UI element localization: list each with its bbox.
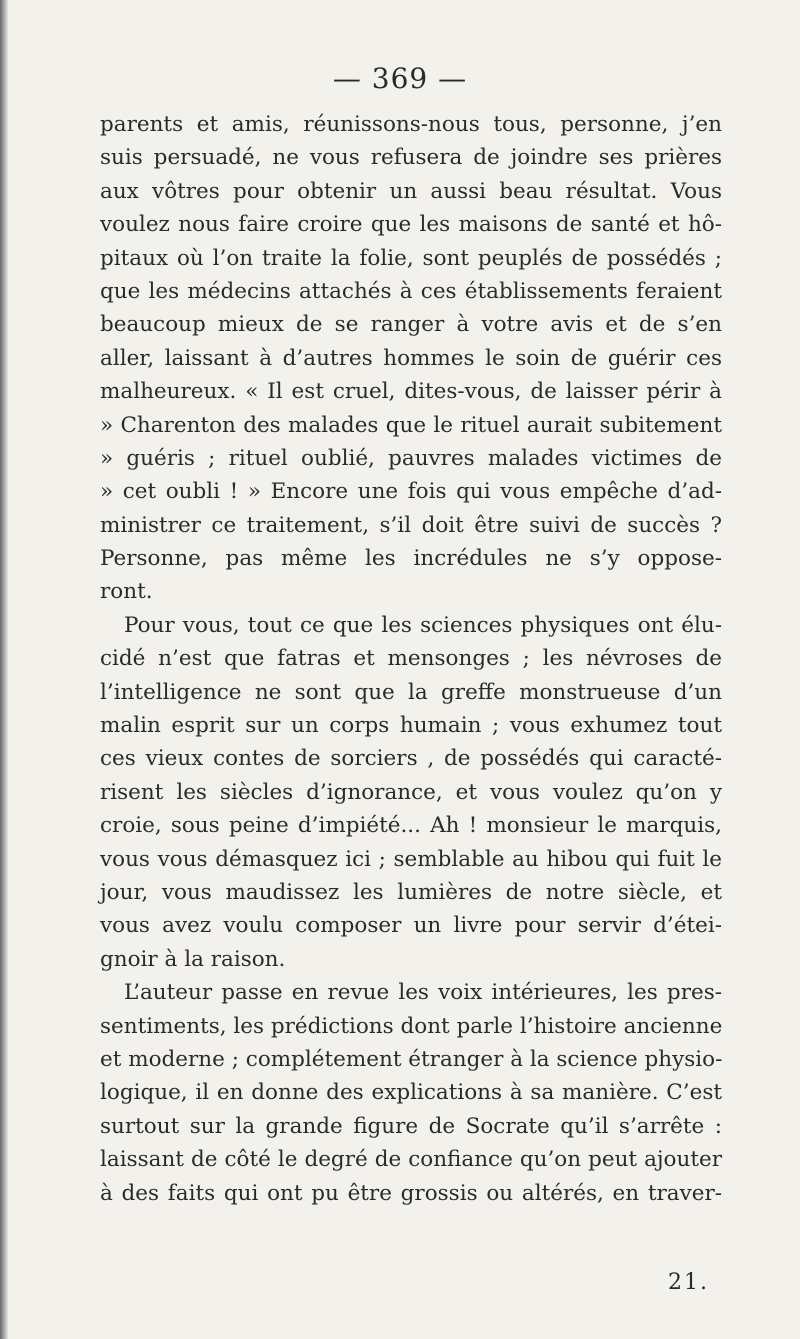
text-line: ront. bbox=[100, 579, 153, 605]
text-line: pitaux où l’on traite la folie, sont peuplés de possédés ; bbox=[100, 245, 722, 271]
text-line: Personne, pas même les incrédules ne s’y oppose- bbox=[100, 546, 722, 572]
text-line: ministrer ce traitement, s’il doit être suivi de succès ? bbox=[100, 512, 722, 538]
text-line: l’intelligence ne sont que la greffe monstrueuse d’un bbox=[100, 679, 722, 705]
text-line: parents et amis, réunissons-nous tous, personne, j’en bbox=[100, 112, 722, 137]
page-number: — 369 — bbox=[332, 62, 468, 95]
text-line: » Charenton des malades que le rituel aurait subitement bbox=[100, 412, 722, 438]
text-line: sentiments, les prédictions dont parle l’histoire ancienne bbox=[100, 1013, 723, 1039]
text-line: malin esprit sur un corps humain ; vous exhumez tout bbox=[100, 713, 722, 739]
text-line: vous vous démasquez ici ; semblable au hibou qui fuit le bbox=[100, 846, 722, 872]
text-line: gnoir à la raison. bbox=[100, 946, 286, 972]
text-line: risent les siècles d’ignorance, et vous voulez qu’on y bbox=[100, 779, 722, 805]
text-line: que les médecins attachés à ces établissements feraient bbox=[100, 278, 722, 304]
text-line: malheureux. « Il est cruel, dites-vous, de laisser périr à bbox=[100, 379, 722, 405]
text-line: vous avez voulu composer un livre pour servir d’étei- bbox=[100, 913, 722, 939]
text-line: L’auteur passe en revue les voix intérieures, les pres- bbox=[124, 980, 722, 1006]
text-line: ces vieux contes de sorciers , de possédés qui caracté- bbox=[100, 746, 722, 772]
text-line: cidé n’est que fatras et mensonges ; les névroses de bbox=[100, 646, 722, 672]
text-line: surtout sur la grande figure de Socrate qu’il s’arrête : bbox=[100, 1113, 722, 1139]
text-line: suis persuadé, ne vous refusera de joindre ses prières bbox=[100, 145, 722, 171]
text-line: » cet oubli ! » Encore une fois qui vous empêche d’ad- bbox=[100, 479, 722, 505]
text-line: voulez nous faire croire que les maisons de santé et hô- bbox=[100, 212, 722, 238]
text-line: beaucoup mieux de se ranger à votre avis et de s’en bbox=[100, 312, 722, 338]
page-gutter-shadow bbox=[0, 0, 8, 1339]
text-line: Pour vous, tout ce que les sciences physiques ont élu- bbox=[124, 612, 722, 638]
text-line: et moderne ; complétement étranger à la science physio- bbox=[100, 1046, 723, 1072]
text-line: laissant de côté le degré de confiance qu’on peut ajouter bbox=[100, 1147, 722, 1173]
body-text bbox=[100, 108, 722, 1210]
text-line: croie, sous peine d’impiété... Ah ! monsieur le marquis, bbox=[100, 813, 722, 839]
text-line: aller, laissant à d’autres hommes le soin de guérir ces bbox=[100, 345, 722, 371]
text-line: à des faits qui ont pu être grossis ou altérés, en traver- bbox=[100, 1180, 722, 1206]
text-line: aux vôtres pour obtenir un aussi beau résultat. Vous bbox=[100, 178, 722, 204]
text-line: logique, il en donne des explications à sa manière. C’est bbox=[100, 1080, 722, 1106]
text-line: jour, vous maudissez les lumières de notre siècle, et bbox=[100, 879, 722, 905]
signature-mark: 21. bbox=[668, 1270, 709, 1295]
text-line: » guéris ; rituel oublié, pauvres malades victimes de bbox=[100, 445, 722, 471]
